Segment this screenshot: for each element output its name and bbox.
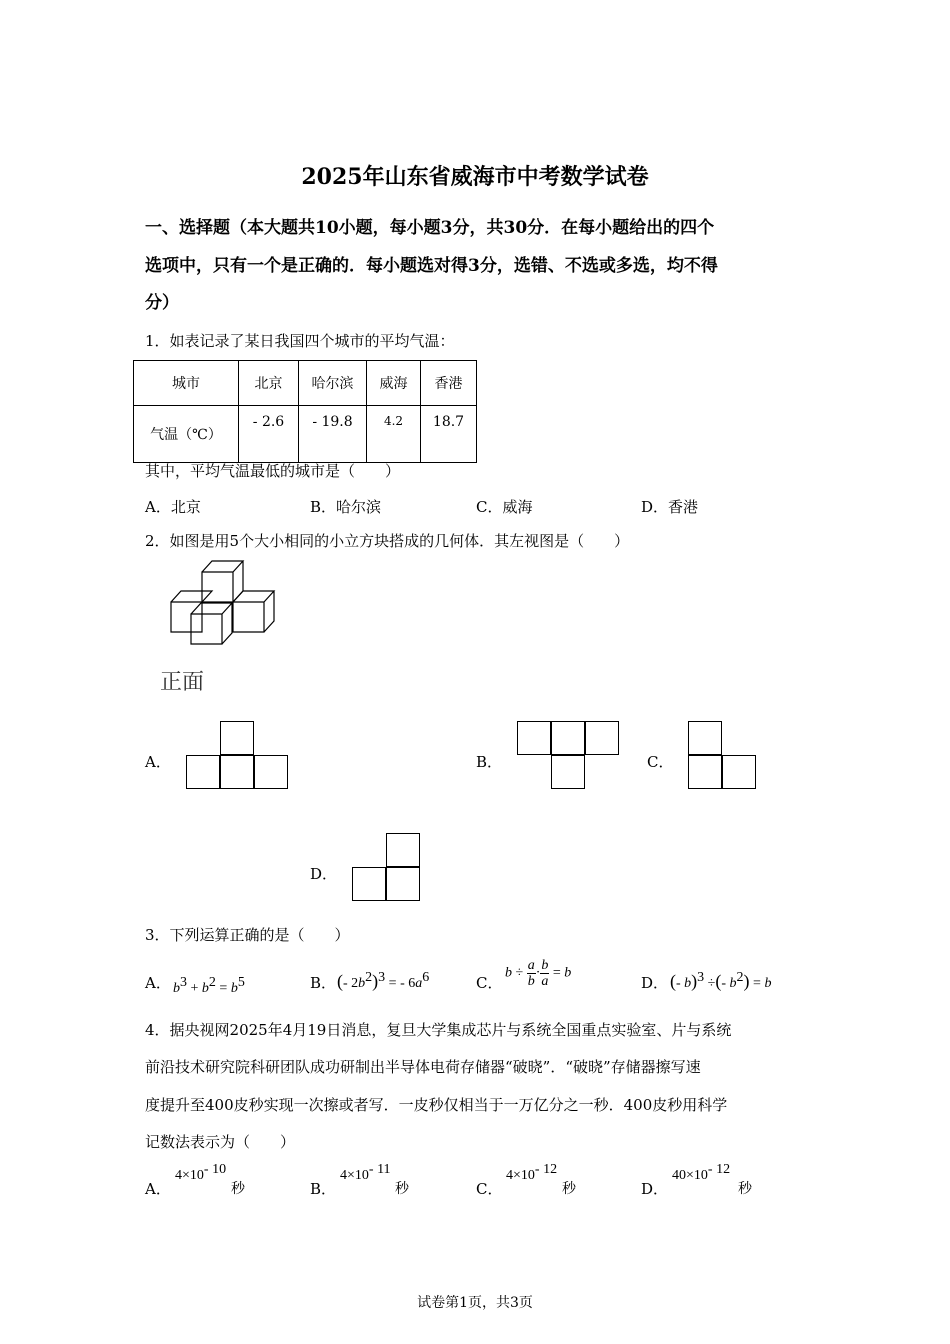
table-cell: 气温（℃） xyxy=(134,406,239,463)
q4-option-a-label[interactable]: A． xyxy=(145,1180,171,1198)
table-cell: 18.7 xyxy=(421,406,477,463)
q1-follow: 其中，平均气温最低的城市是（ ） xyxy=(145,462,401,480)
q4-option-c-value[interactable] xyxy=(506,1162,557,1184)
table-header-cell: 北京 xyxy=(239,361,299,406)
q4-option-c-exp: - 12 xyxy=(534,1162,558,1177)
q4-line3: 度提升至400皮秒实现一次擦或者写．一皮秒仅相当于一万亿分之一秒．400皮秒用科学 xyxy=(145,1096,728,1114)
table-cell: - 19.8 xyxy=(299,406,367,463)
table-cell: 4.2 xyxy=(367,406,421,463)
q1-option-b[interactable]: B．哈尔滨 xyxy=(310,498,382,516)
q3-option-a-label[interactable]: A． xyxy=(145,974,171,992)
q3-stem: 3．下列运算正确的是（ ） xyxy=(145,926,350,944)
q4-option-b-exp: - 11 xyxy=(368,1162,391,1177)
table-cell: - 2.6 xyxy=(239,406,299,463)
q3-option-d-label[interactable]: D． xyxy=(641,974,669,992)
page-footer: 试卷第1页，共3页 xyxy=(417,1295,533,1311)
page-title: 2025年山东省威海市中考数学试卷 xyxy=(301,164,649,190)
q4-option-d-coef: 40×10 xyxy=(672,1168,708,1183)
q4-option-a-unit: 秒 xyxy=(231,1181,245,1197)
q4-option-b-unit: 秒 xyxy=(395,1181,409,1197)
table-header-cell: 威海 xyxy=(367,361,421,406)
section-heading-line1: 一、选择题（本大题共10小题，每小题3分，共30分．在每小题给出的四个 xyxy=(145,218,715,238)
q4-option-d-value[interactable] xyxy=(672,1162,730,1184)
q3-option-c-label[interactable]: C． xyxy=(476,974,503,992)
q3-option-d-formula[interactable]: (- b)$^3$ ÷(- $b^2) = b$ xyxy=(670,970,772,991)
q3-option-a-formula[interactable]: $b^3 + b^2 = b^5$ xyxy=(173,975,245,996)
q4-option-a-value[interactable] xyxy=(175,1162,226,1184)
q4-option-c-unit: 秒 xyxy=(562,1181,576,1197)
q3-option-c-formula[interactable]: b ÷ $\frac{a}{b}$ · $\frac{b}{a}$ = b xyxy=(505,958,572,989)
q3-option-b-label[interactable]: B． xyxy=(310,974,337,992)
q1-stem: 1．如表记录了某日我国四个城市的平均气温： xyxy=(145,332,455,350)
q4-line4: 记数法表示为（ ） xyxy=(145,1133,296,1151)
q4-line1: 4．据央视网2025年4月19日消息，复旦大学集成芯片与系统全国重点实验室、片与系统 xyxy=(145,1021,732,1039)
q4-option-b-coef: 4×10 xyxy=(340,1168,369,1183)
q2-option-d-label[interactable]: D． xyxy=(310,865,338,883)
table-header-cell: 城市 xyxy=(134,361,239,406)
q4-option-a-coef: 4×10 xyxy=(175,1168,204,1183)
q1-option-c[interactable]: C．威海 xyxy=(476,498,533,516)
q4-option-c-coef: 4×10 xyxy=(506,1168,535,1183)
table-header-cell: 哈尔滨 xyxy=(299,361,367,406)
q4-option-b-value[interactable] xyxy=(340,1162,391,1184)
q4-option-b-label[interactable]: B． xyxy=(310,1180,337,1198)
q1-option-d[interactable]: D．香港 xyxy=(641,498,699,516)
q2-option-b-label[interactable]: B． xyxy=(476,753,503,771)
q1-option-a[interactable]: A．北京 xyxy=(145,498,201,516)
q4-option-d-label[interactable]: D． xyxy=(641,1180,669,1198)
q2-option-c-label[interactable]: C． xyxy=(647,753,674,771)
temperature-table xyxy=(133,360,477,463)
figure-label-front: 正面 xyxy=(160,670,205,695)
q3-option-b-formula[interactable]: (- $2b^2)^3$ = - $6a^6$ xyxy=(337,970,430,991)
q4-option-a-exp: - 10 xyxy=(203,1162,227,1177)
q4-option-c-label[interactable]: C． xyxy=(476,1180,503,1198)
q2-option-a-label[interactable]: A． xyxy=(145,753,171,771)
q2-stem: 2．如图是用5个大小相同的小立方块搭成的几何体．其左视图是（ ） xyxy=(145,532,630,550)
q4-option-d-exp: - 12 xyxy=(707,1162,731,1177)
section-heading-line2: 选项中，只有一个是正确的．每小题选对得3分，选错、不选或多选，均不得 xyxy=(145,256,718,276)
section-heading-line3: 分） xyxy=(145,293,179,313)
q4-line2: 前沿技术研究院科研团队成功研制出半导体电荷存储器“破晓”．“破晓”存储器擦写速 xyxy=(145,1058,701,1076)
table-header-cell: 香港 xyxy=(421,361,477,406)
cube-solid-figure xyxy=(160,556,290,651)
q4-option-d-unit: 秒 xyxy=(738,1181,752,1197)
